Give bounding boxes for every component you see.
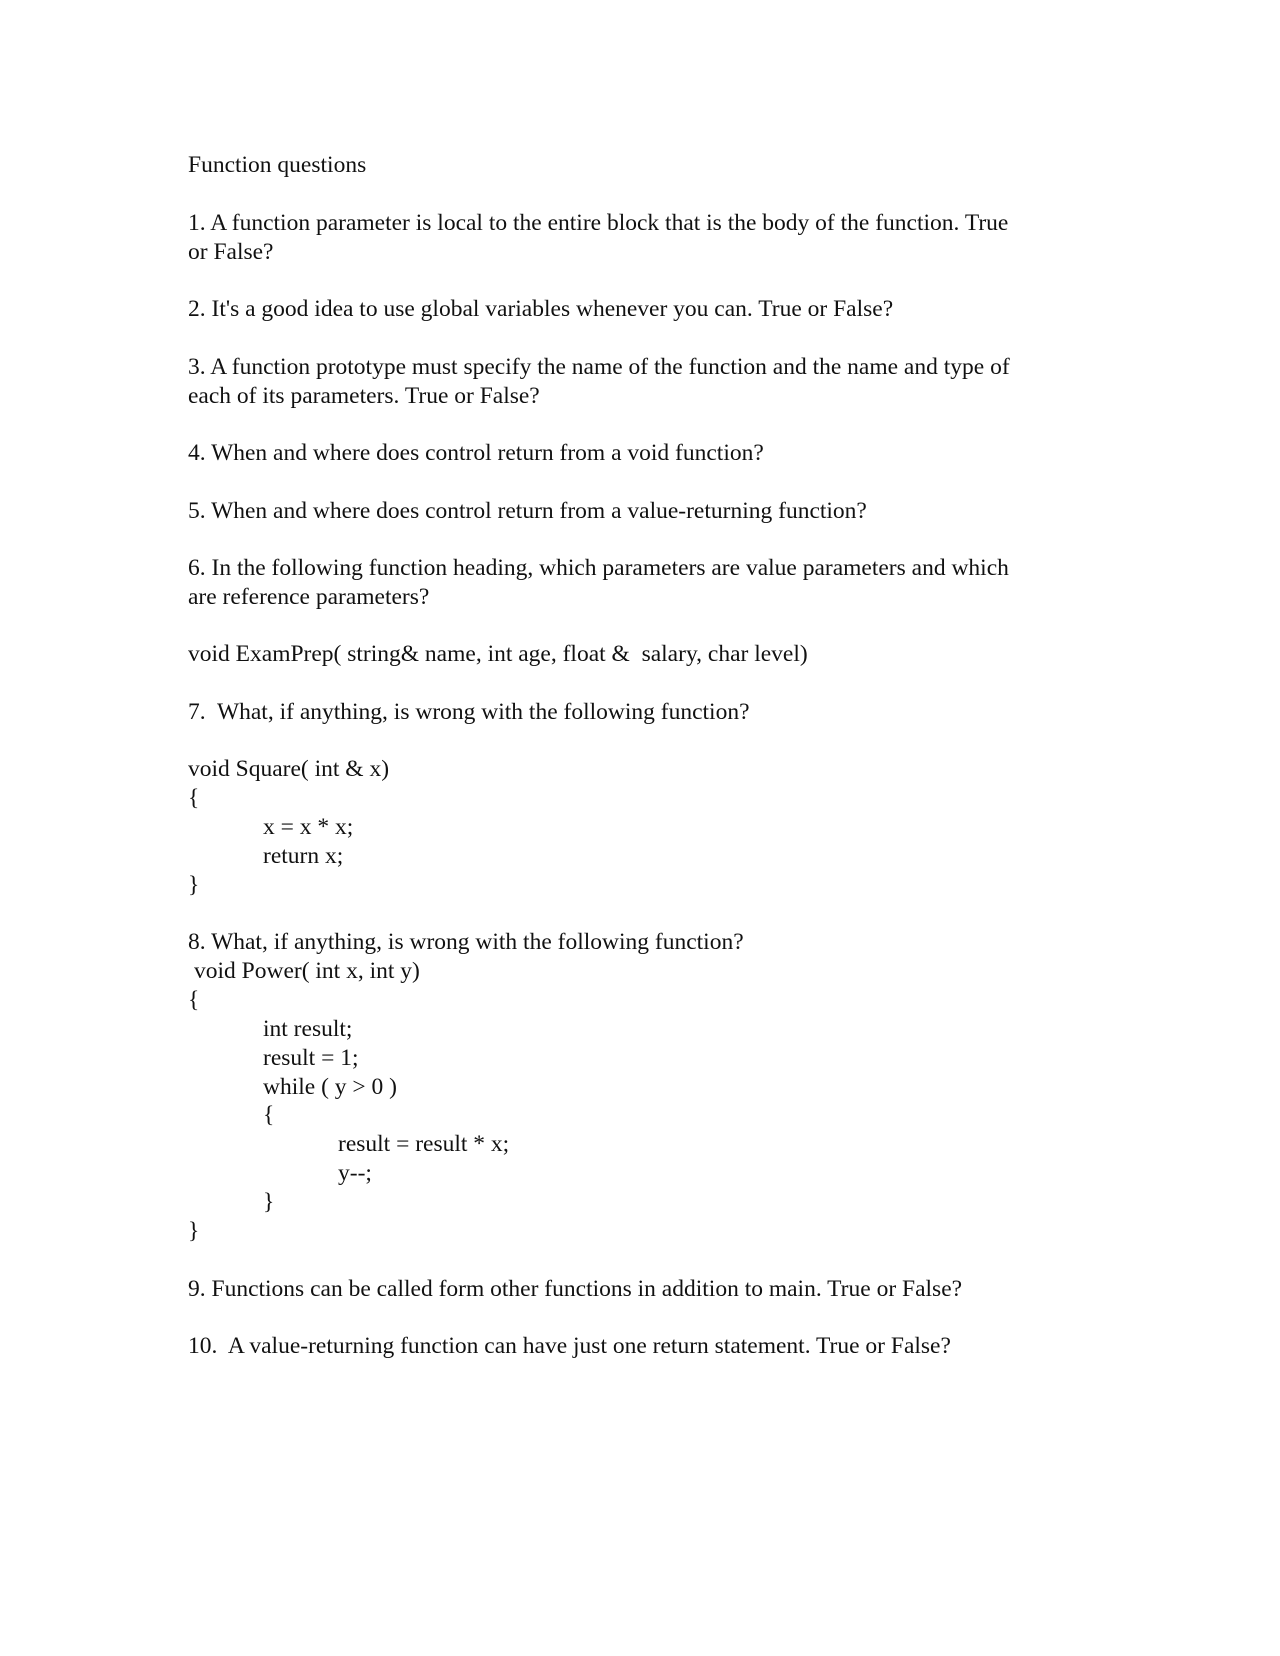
question-7-code-line-2: {	[188, 785, 200, 811]
question-8-code-line-4: result = 1;	[263, 1045, 359, 1071]
question-7-line-1: 7. What, if anything, is wrong with the following function?	[188, 699, 750, 725]
question-2-line-1: 2. It's a good idea to use global variables whenever you can. True or False?	[188, 296, 894, 322]
question-6-line-1: 6. In the following function heading, which parameters are value parameters and which	[188, 555, 1009, 581]
question-8-code-line-6: {	[263, 1102, 275, 1128]
question-8-line-1: 8. What, if anything, is wrong with the following function?	[188, 929, 744, 955]
question-8-code-line-5: while ( y > 0 )	[263, 1074, 397, 1100]
question-7-code-line-5: }	[188, 872, 200, 898]
question-8-code-line-10: }	[188, 1218, 200, 1244]
question-1-line-1: 1. A function parameter is local to the entire block that is the body of the function. True	[188, 210, 1009, 236]
question-4-line-1: 4. When and where does control return from a void function?	[188, 440, 764, 466]
question-8-code-line-8: y--;	[338, 1160, 372, 1186]
question-6-code: void ExamPrep( string& name, int age, float & salary, char level)	[188, 641, 808, 667]
question-10-line-1: 10. A value-returning function can have just one return statement. True or False?	[188, 1333, 951, 1359]
question-3-line-1: 3. A function prototype must specify the name of the function and the name and type of	[188, 354, 1010, 380]
document-title: Function questions	[188, 152, 367, 178]
question-7-code-line-3: x = x * x;	[263, 814, 354, 840]
question-1-line-2: or False?	[188, 239, 274, 265]
question-9-line-1: 9. Functions can be called form other functions in addition to main. True or False?	[188, 1276, 963, 1302]
question-8-code-line-2: {	[188, 987, 200, 1013]
question-6-line-2: are reference parameters?	[188, 584, 430, 610]
question-8-code-line-7: result = result * x;	[338, 1131, 510, 1157]
question-8-code-line-3: int result;	[263, 1016, 353, 1042]
question-8-code-line-1: void Power( int x, int y)	[194, 958, 420, 984]
question-7-code-line-1: void Square( int & x)	[188, 756, 390, 782]
question-7-code-line-4: return x;	[263, 843, 344, 869]
question-5-line-1: 5. When and where does control return from a value-returning function?	[188, 498, 867, 524]
question-8-code-line-9: }	[263, 1189, 275, 1215]
question-3-line-2: each of its parameters. True or False?	[188, 383, 540, 409]
